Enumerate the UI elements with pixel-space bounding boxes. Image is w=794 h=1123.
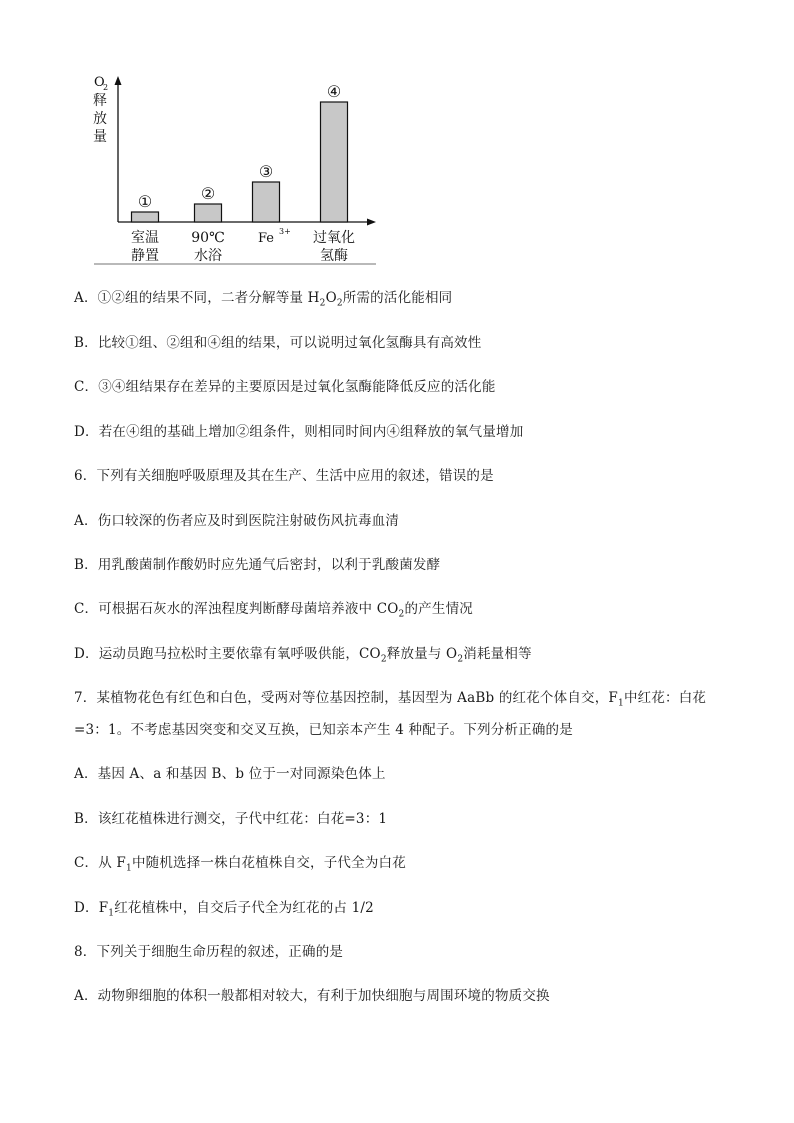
q7-option-b: B．该红花植株进行测交，子代中红花：白花=3：1 xyxy=(74,811,388,827)
bar-marker-label: ④ xyxy=(326,82,342,101)
x-tick-label: 水浴 xyxy=(194,248,222,264)
q6-stem: 6．下列有关细胞呼吸原理及其在生产、生活中应用的叙述，错误的是 xyxy=(74,468,494,484)
bar xyxy=(132,212,159,222)
q6-option-b: B．用乳酸菌制作酸奶时应先通气后密封，以利于乳酸菌发酵 xyxy=(74,557,441,573)
y-axis-label-char: 释 xyxy=(93,93,107,109)
q7-option-a: A．基因 A、a 和基因 B、b 位于一对同源染色体上 xyxy=(74,766,386,782)
q7-stem-line1: 7．某植物花色有红色和白色，受两对等位基因控制，基因型为 AaBb 的红花个体自交，$F_1$中红花：白花 xyxy=(74,690,707,709)
y-axis-label-char: 放 xyxy=(93,111,107,127)
bar-marker-label: ② xyxy=(200,184,216,203)
q5-option-a: A．①②组的结果不同，二者分解等量 $H_2O_2$所需的活化能相同 xyxy=(74,290,453,309)
q5-option-d: D．若在④组的基础上增加②组条件，则相同时间内④组释放的氧气量增加 xyxy=(74,424,524,440)
q5-option-c: C．③④组结果存在差异的主要原因是过氧化氢酶能降低反应的活化能 xyxy=(74,379,496,395)
y-axis-label-char: 量 xyxy=(93,129,107,145)
bar xyxy=(195,204,222,222)
bar xyxy=(321,102,348,222)
q7-option-d: D．$F_1$红花植株中，自交后子代全为红花的占 1/2 xyxy=(74,900,374,919)
x-axis-arrow-icon xyxy=(367,219,376,226)
x-tick-label: 室温 xyxy=(131,230,159,246)
q5-option-b: B．比较①组、②组和④组的结果，可以说明过氧化氢酶具有高效性 xyxy=(74,335,482,351)
y-axis-label-sub: 2 xyxy=(103,83,109,92)
y-axis-arrow-icon xyxy=(115,76,122,85)
o2-release-bar-chart xyxy=(88,72,388,272)
x-tick-label: Fe xyxy=(257,231,275,246)
bars-group xyxy=(132,82,348,222)
y-axis-label-o: O xyxy=(94,75,105,90)
x-tick-label: 过氧化 xyxy=(313,230,355,246)
chart-svg xyxy=(88,72,388,272)
q6-option-a: A．伤口较深的伤者应及时到医院注射破伤风抗毒血清 xyxy=(74,513,400,529)
x-tick-label: 氢酶 xyxy=(320,248,348,264)
bar-marker-label: ① xyxy=(137,192,153,211)
q8-stem: 8．下列关于细胞生命历程的叙述，正确的是 xyxy=(74,944,344,960)
x-tick-label-sup: 3+ xyxy=(279,227,291,236)
q8-option-a: A．动物卵细胞的体积一般都相对较大，有利于加快细胞与周围环境的物质交换 xyxy=(74,988,550,1004)
bar xyxy=(253,182,280,222)
q6-option-c: C．可根据石灰水的浑浊程度判断酵母菌培养液中 $CO_2$的产生情况 xyxy=(74,601,473,620)
q7-option-c: C．从 $F_1$中随机选择一株白花植株自交，子代全为白花 xyxy=(74,855,406,874)
q7-stem-line2: =3：1。不考虑基因突变和交叉互换，已知亲本产生 4 种配子。下列分析正确的是 xyxy=(74,722,573,738)
x-tick-label: 静置 xyxy=(131,248,159,264)
bar-marker-label: ③ xyxy=(258,162,274,181)
q6-option-d: D．运动员跑马拉松时主要依靠有氧呼吸供能，$CO_2$释放量与 $O_2$消耗量相等 xyxy=(74,646,532,665)
x-tick-label: 90℃ xyxy=(191,230,225,246)
